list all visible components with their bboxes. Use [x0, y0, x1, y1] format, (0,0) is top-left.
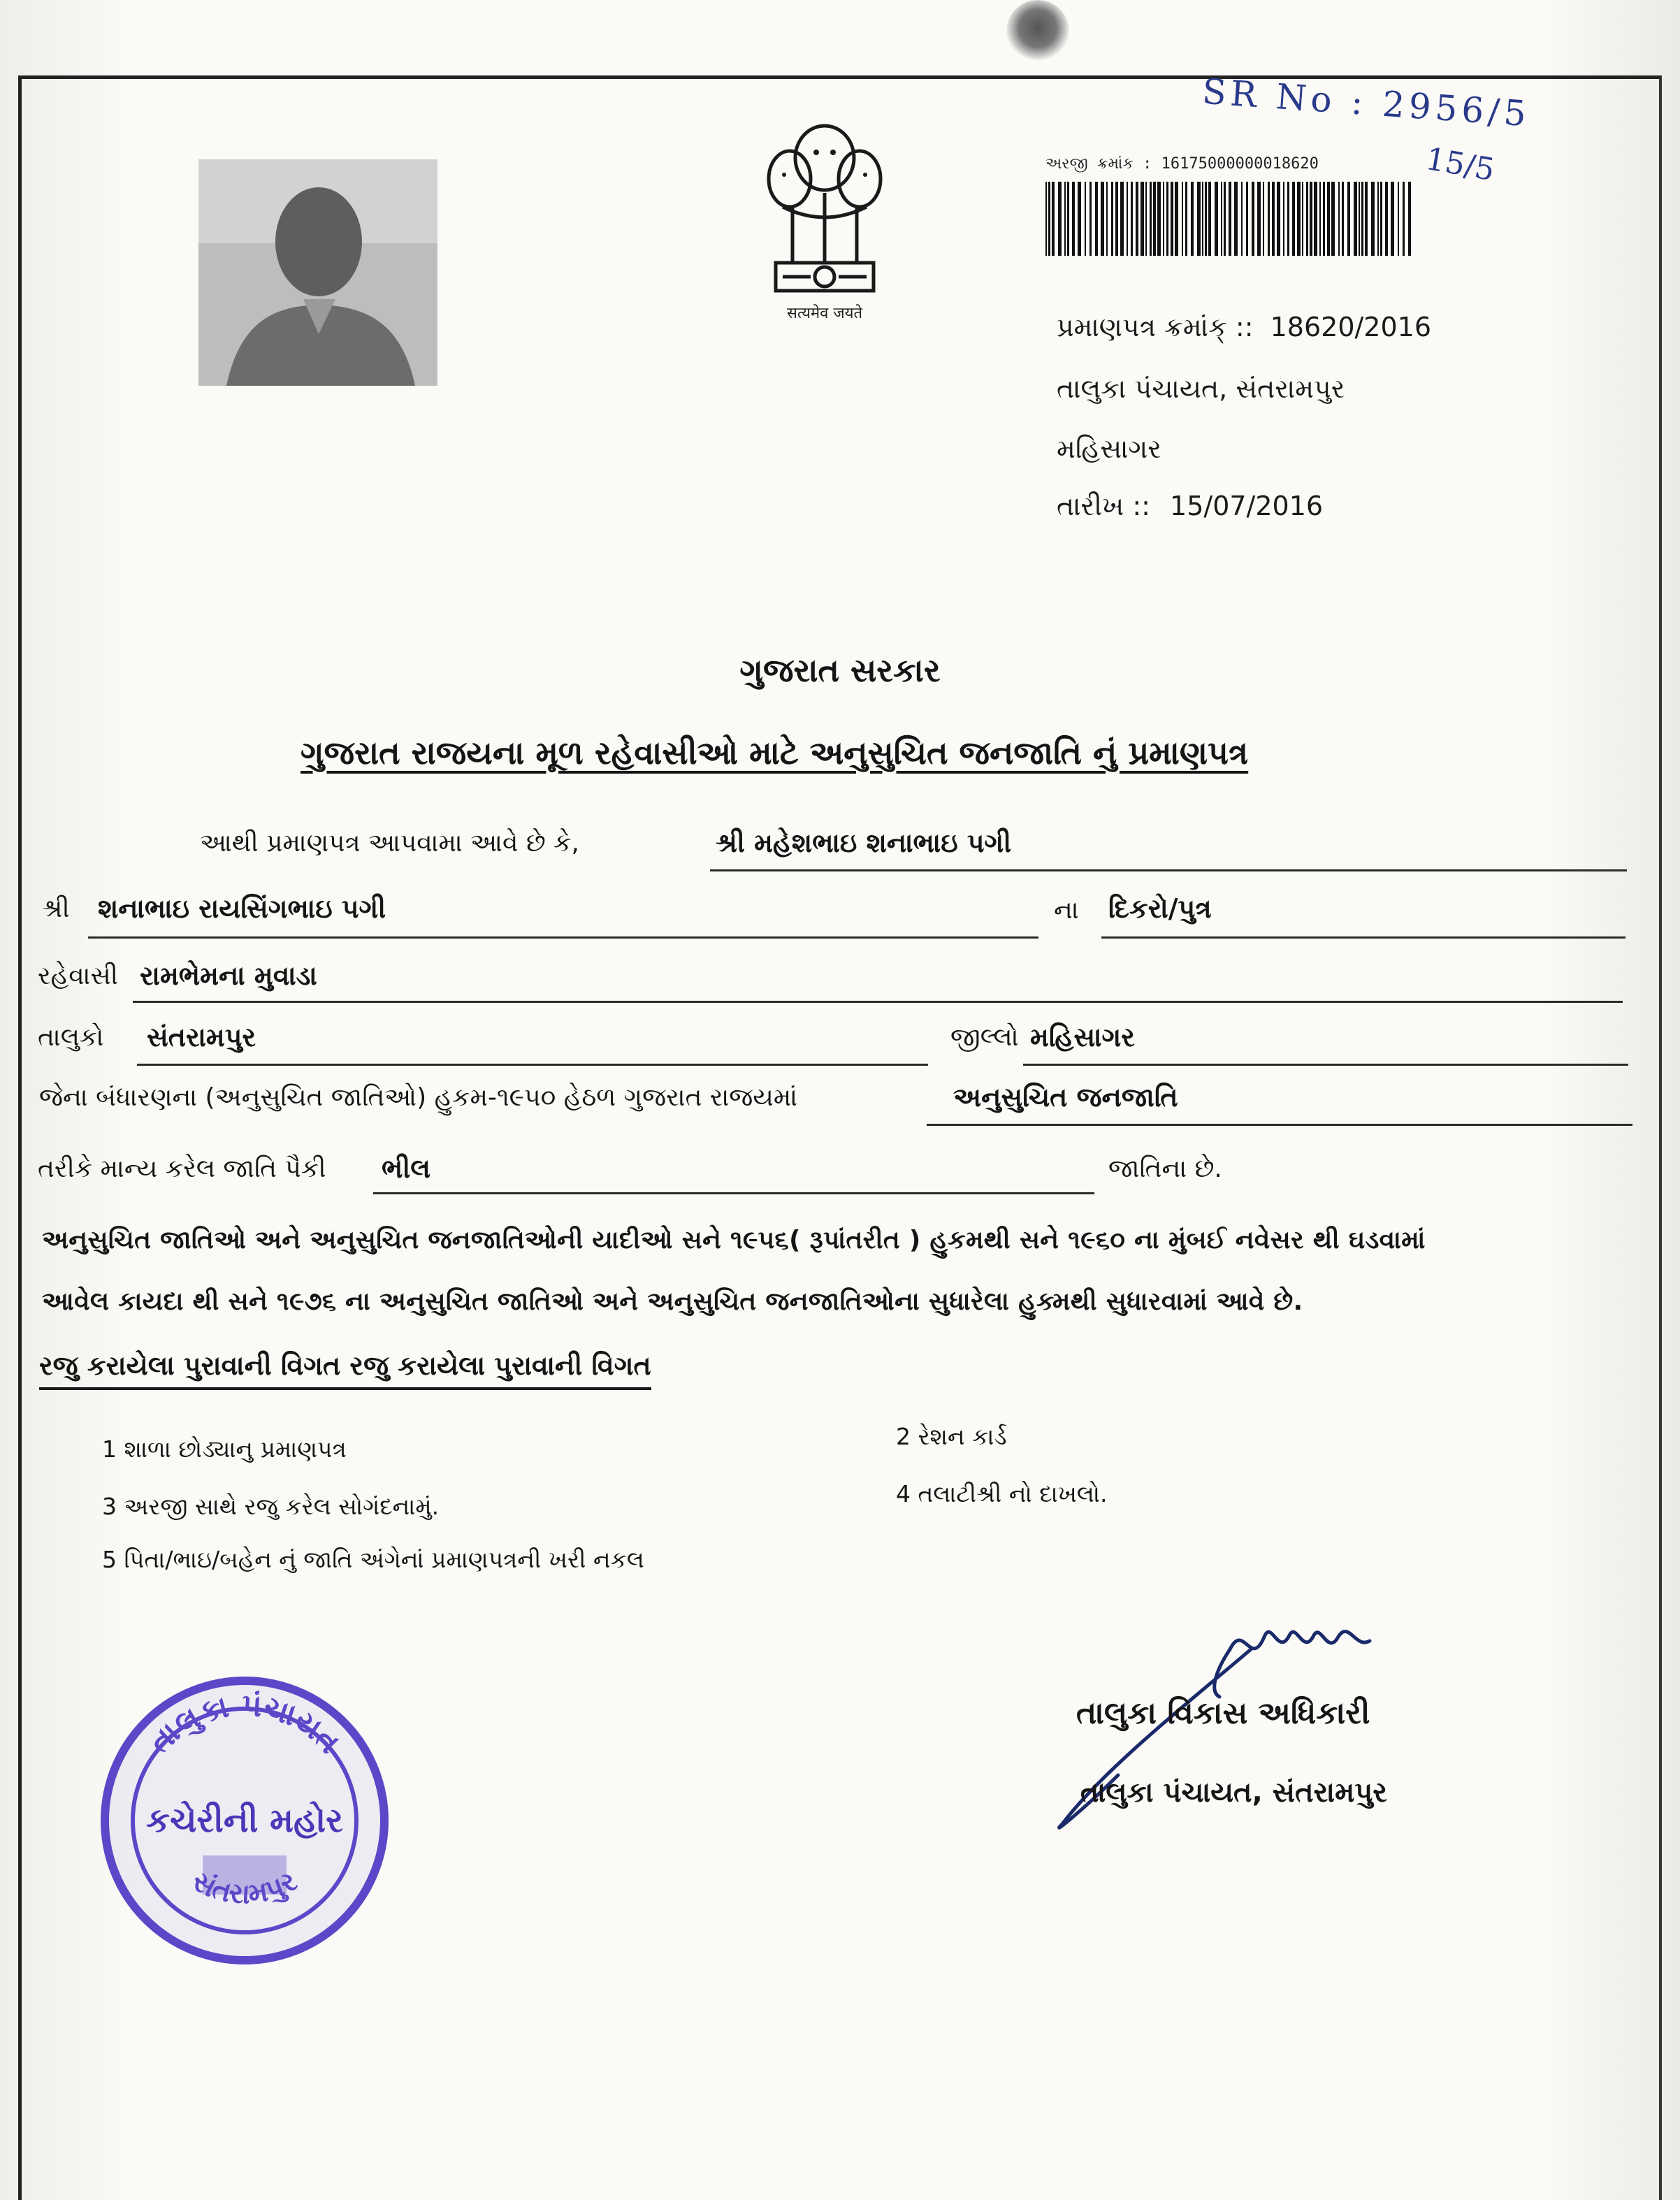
barcode-bar — [1229, 182, 1231, 256]
recognized-label: તરીકે માન્ય કરેલ જાતિ પૈકી — [38, 1155, 326, 1183]
barcode-bar — [1319, 182, 1321, 256]
evidence-item: 4 તલાટીશ્રી નો દાખલો. — [896, 1480, 1108, 1507]
barcode — [1045, 182, 1412, 256]
barcode-bar — [1052, 182, 1055, 256]
seal-middle-text: કચેરીની મહોર — [146, 1801, 343, 1840]
applicant-photo — [198, 159, 437, 386]
certificate-title: ગુજરાત રાજયના મૂળ રહેવાસીઓ માટે અનુસુચિત જનજાતિ નું પ્રમાણપત્ર — [300, 734, 1249, 772]
category-line — [927, 1124, 1632, 1126]
evidence-item: 1 શાળા છોડ્યાનુ પ્રમાણપત્ર — [102, 1435, 347, 1463]
barcode-bar — [1246, 182, 1248, 256]
barcode-bar — [1221, 182, 1222, 256]
barcode-bar — [1101, 182, 1104, 256]
barcode-bar — [1224, 182, 1226, 256]
father-name-line — [88, 936, 1038, 939]
barcode-bar — [1257, 182, 1261, 256]
barcode-bar — [1215, 182, 1218, 256]
government-heading: ગુજરાત સરકાર — [739, 651, 941, 689]
barcode-bar — [1365, 182, 1368, 256]
barcode-bar — [1252, 182, 1254, 256]
barcode-bar — [1380, 182, 1382, 256]
national-emblem-icon — [741, 109, 908, 326]
barcode-bar — [1314, 182, 1317, 256]
barcode-bar — [1338, 182, 1340, 256]
district-line — [1023, 1064, 1628, 1066]
barcode-bar — [1182, 182, 1183, 256]
relation-line — [1101, 936, 1625, 939]
caste-suffix: જાતિના છે. — [1108, 1155, 1222, 1183]
barcode-bar — [1140, 182, 1144, 256]
category-value: અનુસુચિત જનજાતિ — [953, 1082, 1178, 1113]
barcode-bar — [1371, 182, 1375, 256]
seal-bottom-text: સંતરામપુર — [187, 1865, 303, 1911]
evidence-item: 5 પિતા/ભાઇ/બહેન નું જાતિ અંગેનાં પ્રમાણપત્રની ખરી નકલ — [102, 1546, 644, 1573]
barcode-bar — [1111, 182, 1113, 256]
barcode-bar — [1361, 182, 1363, 256]
barcode-bar — [1287, 182, 1289, 256]
legal-paragraph-line-2: આવેલ કાયદા થી સને ૧૯૭૬ ના અનુસુચિત જાતિઓ અને અનુસુચિત જનજાતિઓના સુધારેલા હુક્મથી સુધારવામાં આવે છે. — [42, 1287, 1303, 1316]
na-label: ના — [1054, 896, 1079, 925]
barcode-bar — [1150, 182, 1152, 256]
barcode-bar — [1072, 182, 1075, 256]
barcode-bar — [1058, 182, 1062, 256]
issuing-office: તાલુકા પંચાયત, સંતરામપુર — [1057, 373, 1345, 404]
barcode-bar — [1145, 182, 1147, 256]
evidence-item: 3 અરજી સાથે રજુ કરેલ સોગંદનામું. — [102, 1493, 440, 1520]
taluka-value: સંતરામપુર — [147, 1022, 256, 1052]
barcode-bar — [1297, 182, 1301, 256]
barcode-bar — [1166, 182, 1168, 256]
barcode-bar — [1277, 182, 1280, 256]
barcode-bar — [1131, 182, 1133, 256]
application-number: અરજી ક્રમાંક : 16175000000018620 — [1045, 155, 1319, 173]
barcode-bar — [1171, 182, 1173, 256]
barcode-bar — [1354, 182, 1357, 256]
barcode-bar — [1272, 182, 1275, 256]
barcode-bar — [1048, 182, 1050, 256]
office-seal-stamp — [91, 1667, 398, 1974]
barcode-bar — [1095, 182, 1098, 256]
relation: દિકરો/પુત્ર — [1108, 893, 1212, 924]
father-name: શનાભાઇ રાયસિંગભાઇ પગી — [98, 893, 386, 924]
barcode-bar — [1342, 182, 1344, 256]
barcode-bar — [1120, 182, 1124, 256]
barcode-bar — [1385, 182, 1388, 256]
seal-top-text: તાલુકા પંચાયત — [142, 1687, 347, 1761]
barcode-bar — [1234, 182, 1238, 256]
barcode-bar — [1331, 182, 1335, 256]
person-silhouette-icon — [198, 159, 437, 386]
handwritten-note: 15/5 — [1423, 140, 1498, 189]
emblem-motto: सत्यमेव जयते — [786, 305, 863, 322]
certificate-number: 18620/2016 — [1270, 312, 1432, 342]
barcode-bar — [1205, 182, 1207, 256]
barcode-bar — [1185, 182, 1187, 256]
issue-date-row — [1057, 491, 1323, 522]
barcode-bar — [1391, 182, 1394, 256]
barcode-bar — [1359, 182, 1360, 256]
barcode-bar — [1327, 182, 1330, 256]
barcode-bar — [1078, 182, 1081, 256]
barcode-bar — [1089, 182, 1092, 256]
barcode-bar — [1310, 182, 1312, 256]
issue-date: 15/07/2016 — [1170, 491, 1324, 521]
barcode-bar — [1202, 182, 1203, 256]
issuing-district: મહિસાગર — [1057, 433, 1161, 464]
holder-name-line — [710, 869, 1627, 871]
barcode-bar — [1403, 182, 1405, 256]
barcode-bar — [1191, 182, 1194, 256]
taluka-line — [137, 1064, 928, 1066]
barcode-bar — [1045, 182, 1047, 256]
barcode-bar — [1241, 182, 1243, 256]
barcode-bar — [1283, 182, 1284, 256]
evidence-item: 2 રેશન કાર્ડ — [896, 1423, 1007, 1450]
barcode-bar — [1377, 182, 1379, 256]
barcode-bar — [1153, 182, 1156, 256]
shri-label: શ્રી — [42, 895, 70, 923]
barcode-bar — [1268, 182, 1270, 256]
barcode-bar — [1157, 182, 1161, 256]
district-value: મહિસાગર — [1030, 1022, 1135, 1052]
intro-label: આથી પ્રમાણપત્ર આપવામા આવે છે કે, — [200, 829, 579, 857]
officer-title: તાલુકા વિકાસ અધિકારી — [1076, 1695, 1370, 1731]
barcode-bar — [1323, 182, 1325, 256]
punch-hole — [1006, 0, 1069, 63]
evidence-heading: રજુ કરાયેલા પુરાવાની વિગત રજુ કરાયેલા પુરાવાની વિગત — [39, 1350, 651, 1390]
barcode-bar — [1302, 182, 1303, 256]
barcode-bar — [1398, 182, 1399, 256]
barcode-bar — [1085, 182, 1086, 256]
village: રામભેમના મુવાડા — [140, 960, 317, 991]
barcode-bar — [1292, 182, 1295, 256]
legal-paragraph-line-1: અનુસુચિત જાતિઓ અને અનુસુચિત જનજાતિઓની યાદીઓ સને ૧૯૫૬( રૂપાંતરીત ) હુકમથી સને ૧૯૬૦ ના મુંબઈ નવેસર થી ઘડવામાં — [42, 1226, 1426, 1254]
certificate-number-row — [1057, 312, 1431, 343]
certificate-number-label: પ્રમાણપત્ર ક્રમાંક્ :: — [1057, 312, 1254, 342]
resident-label: રહેવાસી — [38, 962, 118, 990]
caste-value: ભીલ — [382, 1153, 430, 1184]
taluka-label: તાલુકો — [38, 1023, 104, 1052]
date-label: તારીખ :: — [1057, 491, 1150, 521]
barcode-bar — [1106, 182, 1108, 256]
barcode-bar — [1408, 182, 1411, 256]
barcode-bar — [1136, 182, 1138, 256]
caste-line — [373, 1192, 1094, 1194]
barcode-bar — [1347, 182, 1350, 256]
district-label: જીલ્લો — [950, 1023, 1019, 1052]
officer-office: તાલુકા પંચાયત, સંતરામપુર — [1080, 1776, 1387, 1809]
handwritten-serial: SR No : 2956/5 — [1201, 71, 1532, 135]
barcode-bar — [1163, 182, 1164, 256]
barcode-bar — [1197, 182, 1201, 256]
barcode-bar — [1175, 182, 1178, 256]
barcode-bar — [1127, 182, 1128, 256]
barcode-bar — [1263, 182, 1264, 256]
barcode-bar — [1306, 182, 1308, 256]
barcode-bar — [1064, 182, 1066, 256]
village-line — [133, 1001, 1623, 1003]
barcode-bar — [1208, 182, 1211, 256]
holder-name: શ્રી મહેશભાઇ શનાભાઇ પગી — [716, 827, 1012, 858]
barcode-bar — [1067, 182, 1069, 256]
barcode-bar — [1115, 182, 1118, 256]
order-label: જેના બંધારણના (અનુસુચિત જાતિઓ) હુકમ-૧૯૫૦ હેઠળ ગુજરાત રાજયમાં — [39, 1083, 798, 1112]
